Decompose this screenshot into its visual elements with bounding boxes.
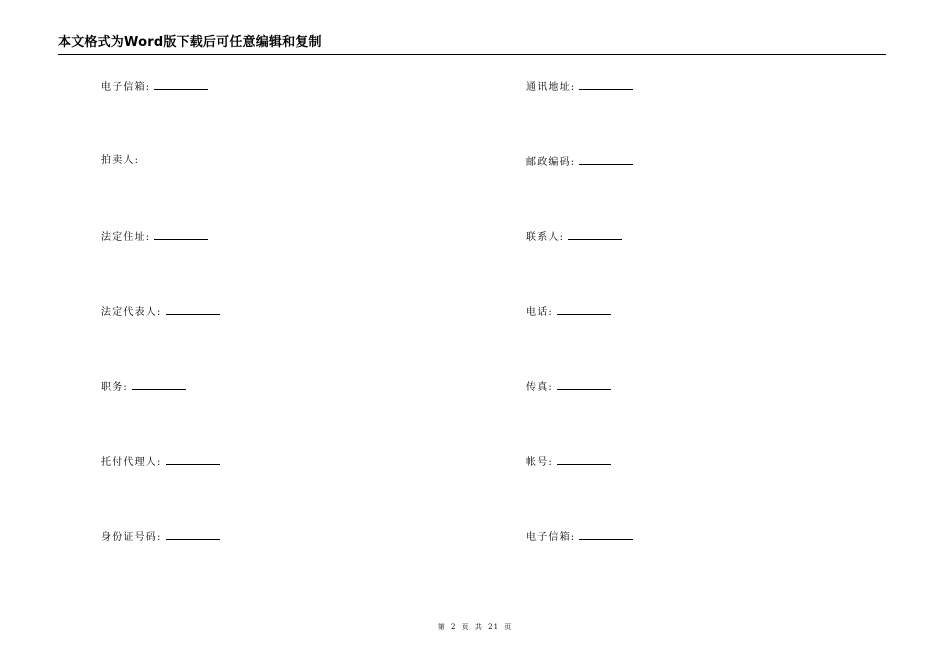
field-id-number bbox=[101, 529, 220, 545]
field-label: 帐号: bbox=[526, 457, 553, 468]
fill-in-blank[interactable] bbox=[166, 304, 220, 315]
field-label: 法定住址: bbox=[101, 232, 151, 243]
field-label: 拍卖人: bbox=[101, 155, 140, 166]
page-header bbox=[58, 34, 886, 55]
field-label: 联系人: bbox=[526, 232, 565, 243]
field-account bbox=[526, 454, 611, 470]
footer-total-unit: 页 bbox=[504, 623, 513, 631]
field-legal-representative bbox=[101, 304, 220, 320]
field-legal-address bbox=[101, 229, 208, 245]
field-auctioneer bbox=[101, 154, 139, 168]
field-label: 电子信箱: bbox=[526, 532, 576, 543]
fill-in-blank[interactable] bbox=[557, 454, 611, 465]
field-mailing-address bbox=[526, 79, 633, 95]
field-fax bbox=[526, 379, 611, 395]
fill-in-blank[interactable] bbox=[579, 79, 633, 90]
field-label: 通讯地址: bbox=[526, 82, 576, 93]
field-contact bbox=[526, 229, 622, 245]
page-footer bbox=[0, 622, 950, 632]
field-label: 托付代理人: bbox=[101, 457, 162, 468]
fill-in-blank[interactable] bbox=[166, 529, 220, 540]
field-label: 法定代表人: bbox=[101, 307, 162, 318]
field-phone bbox=[526, 304, 611, 320]
field-label: 邮政编码: bbox=[526, 157, 576, 168]
field-label: 电话: bbox=[526, 307, 553, 318]
header-title: 本文格式为Word版下载后可任意编辑和复制 bbox=[58, 35, 322, 50]
footer-page-unit: 页 bbox=[461, 623, 470, 631]
fill-in-blank[interactable] bbox=[154, 229, 208, 240]
footer-page-number: 2 bbox=[450, 623, 457, 631]
fill-in-blank[interactable] bbox=[557, 379, 611, 390]
footer-total-pages: 21 bbox=[488, 623, 500, 631]
fill-in-blank[interactable] bbox=[166, 454, 220, 465]
fill-in-blank[interactable] bbox=[154, 79, 208, 90]
field-email-left bbox=[101, 79, 208, 95]
field-agent bbox=[101, 454, 220, 470]
field-label: 传真: bbox=[526, 382, 553, 393]
field-position bbox=[101, 379, 186, 395]
footer-total-prefix: 共 bbox=[474, 623, 483, 631]
field-label: 身份证号码: bbox=[101, 532, 162, 543]
fill-in-blank[interactable] bbox=[579, 529, 633, 540]
fill-in-blank[interactable] bbox=[557, 304, 611, 315]
fill-in-blank[interactable] bbox=[132, 379, 186, 390]
fill-in-blank[interactable] bbox=[568, 229, 622, 240]
field-postal-code bbox=[526, 154, 633, 170]
field-email-right bbox=[526, 529, 633, 545]
field-label: 职务: bbox=[101, 382, 128, 393]
field-label: 电子信箱: bbox=[101, 82, 151, 93]
fill-in-blank[interactable] bbox=[579, 154, 633, 165]
footer-prefix: 第 bbox=[437, 623, 446, 631]
